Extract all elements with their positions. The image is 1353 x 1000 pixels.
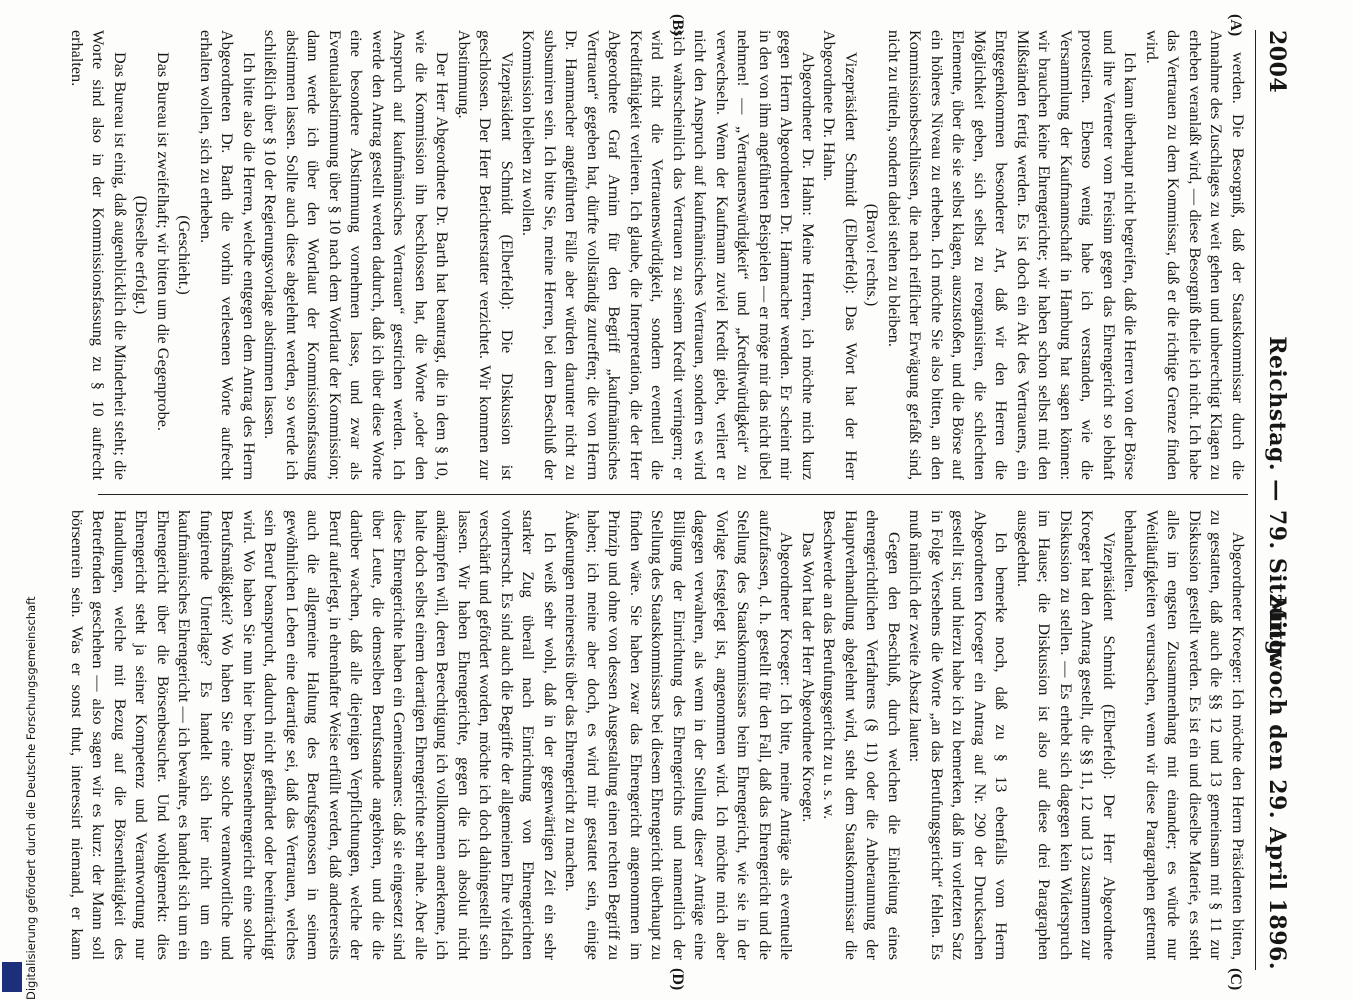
dfg-logo	[2, 962, 22, 992]
page-header	[1255, 30, 1296, 970]
paragraph: Gegen den Beschluß, durch welchen die Einleitung eines ehrengerichtlichen Verfahrens (§ 11) oder die Anberaumung der Hauptverhandlung abgelehnt wird, steht dem Staatskommissar die Beschwerde an das Berufungsgericht zu u. s. w.	[820, 510, 903, 960]
margin-mark-a: (A)	[1227, 14, 1244, 37]
right-column	[68, 510, 1248, 960]
paragraph: Ich kann überhaupt nicht begreifen, daß die Herren von der Börse und ihre Vertreter vom Freisinn gegen das Ehrengericht so lebhaft protestiren. Ebenso wenig habe ich verstanden, wie die Versammlung der Kaufmannschaft in Hamburg hat sagen können: wir brauchen keine Ehrengerichte; wir haben schon selbst mit den Mißständen fertig werden. Es ist doch ein Akt des Vertrauens, ein Entgegenkommen besonderer Art, daß wir den Herren die Möglichkeit geben, sich selbst zu reorganisiren, die schlechten Elemente, über die sie selbst klagen, auszustoßen, und die Börse auf ein höheres Niveau zu erheben. Ich möchte Sie also bitten, an den Kommissionsbeschlüssen, die nach reiflicher Erwägung gefaßt sind, nicht zu rütteln, sondern dabei stehen zu bleiben.	[885, 30, 1140, 480]
paragraph: Vizepräsident Schmidt (Elberfeld): Der Herr Abgeordnete Kroeger hat den Antrag gestellt, die §§ 11, 12 und 13 zusammen zur Diskussion zu stellen. — Es erhebt sich dagegen kein Widerspruch im Hause; die Diskussion ist also auf diese drei Paragraphen ausgedehnt.	[1014, 510, 1118, 960]
paragraph: (Dieselbe erfolgt.)	[132, 195, 151, 315]
paragraph: Abgeordneter Kroeger: Ich möchte den Herrn Präsidenten bitten, zu gestatten, daß auch die §§ 12 und 13 gemeinsam mit § 11 zur Diskussion gestellt werden. Es ist ein und dieselbe Materie, es steht alles im engsten Zusammenhang mit einander; es würde nur Weitläufigkeiten verursachen, wenn wir diese Paragraphen getrennt behandelten.	[1121, 510, 1247, 960]
paragraph: Das Wort hat der Herr Abgeordnete Kroeger.	[799, 532, 817, 823]
page-number: 2004	[1264, 30, 1290, 94]
paragraph: (Bravo! rechts.)	[863, 203, 882, 307]
paragraph: Vizepräsident Schmidt (Elberfeld): Die Diskussion ist geschlossen. Der Herr Berichterstatter verzichtet. Wir kommen zur Abstimmung.	[455, 30, 516, 480]
paragraph: (Geschieht.)	[175, 215, 194, 295]
funding-note: Digitalisierung gefördert durch die Deutsche Forschungsgemeinschaft	[24, 596, 38, 1000]
paragraph: Das Bureau ist zweifelhaft; wir bitten um die Gegenprobe.	[154, 52, 172, 431]
paragraph: Der Herr Abgeordnete Dr. Barth hat beantragt, die in dem § 10, wie die Kommission ihn beschlossen hat, die Worte „oder den Anspruch auf kaufmännisches Vertrauen“ gestrichen werden. Ich werde den Antrag gestellt werden dadurch, daß ich über diese Worte eine besondere Abstimmung vornehmen lasse, und zwar als Eventualabstimmung über § 10 nach dem Wortlaut der Kommission; dann werde ich über den Wortlaut der Kommissionsfassung abstimmen lassen. Sollte auch diese abgelehnt werden, so werde ich schließlich über § 10 der Regierungsvorlage abstimmen lassen.	[261, 30, 452, 480]
paragraph: Vizepräsident Schmidt (Elberfeld): Das Wort hat der Herr Abgeordnete Dr. Hahn.	[820, 30, 860, 480]
left-column	[68, 30, 1248, 480]
paragraph: Ich weiß sehr wohl, daß in der gegenwärtigen Zeit ein sehr starker Zug überall nach Einrichtung von Ehrengerichten vorherrscht. Es sind auch die Begriffe der allgemeinen Ehre vielfach verschärft und gefördert worden, möchte ich doch dahingestellt sein lassen. Wir haben Ehrengerichte, gegen die ich absolut nicht ankämpfen will, deren Berechtigung ich vollkommen anerkenne, ich halte doch selbst einem derartigen Ehrengerichte sehr nahe. Aber alle diese Ehrengerichte haben ein Gemeinsames: daß sie eingesetzt sind über Leute, die demselben Berufsstande angehören, und die die darüber wachen, daß alle diejenigen Verpflichtungen, welche der Beruf auferlegt, in ehrenhafter Weise erfüllt werden, daß andererseits auch die allgemeine Haltung des Berufsgenossen in seinem gewöhnlichen Leben eine derartige sei, daß das Vertrauen, welches sein Beruf beansprucht, dadurch nicht gefährdet oder beeinträchtigt wird. Wo haben Sie nun hier beim Börsenehrengericht eine solche Berufsmäßigkeit? Wo haben Sie eine solche verantwortliche und fungirende Unterlage? Es handelt sich hier nicht um ein kaufmännisches Ehrengericht — ich bewahre, es handelt sich um ein Ehrengericht über die Börsenbesucher. Und wohlgemerkt: dies Ehrengericht steht ja seiner Kompetenz und Verantwortung nur Handlungen, welche mit Bezug auf die Börsenthätigkeit des Betreffenden geschehen — also sagen wir es kurz: der Mann soll börsenrein sein. Was er sonst thut, interessirt niemand, er kann	[68, 510, 559, 960]
paragraph: Das Bureau ist einig, daß augenblicklich die Minderheit steht; die Worte sind also in der Kommissionsfassung zu § 10 aufrecht erhalten.	[68, 30, 129, 480]
session-date: Mittwoch den 29. April 1896.	[1264, 596, 1290, 970]
rotated-page	[56, 14, 1296, 991]
paragraph: Ich bitte also die Herren, welche entgegen dem Antrag des Herrn Abgeordneten Dr. Barth die vorhin verlesenen Worte aufrecht erhalten wollen, sich zu erheben.	[197, 30, 258, 480]
margin-mark-c: (C)	[1227, 968, 1244, 991]
paragraph: Ich bemerke noch, daß zu § 13 ebenfalls vom Herrn Abgeordneten Kroeger ein Antrag auf Nr. 290 der Drucksachen gestellt ist; und hierzu habe ich zu bemerken, daß im vorletzten Satz in Folge Versehens die Worte „an das Berufungsgericht“ fehlen. Es muß nämlich der zweite Absatz lauten:	[906, 510, 1011, 960]
paragraph: werden. Die Besorgniß, daß der Staatskommissar durch die Annahme des Zuschlages zu weit gehen und unberechtigt Klagen zu erheben veranlaßt wird, — diese Besorgniß theile ich nicht. Ich habe das Vertrauen zu dem Kommissar, daß er die richtige Grenze finden wird.	[1143, 30, 1247, 480]
running-title: Reichstag. — 79. Sitzung.	[1264, 336, 1290, 664]
margin-mark-b: (B)	[669, 14, 686, 36]
column-divider	[98, 494, 1248, 495]
margin-mark-d: (D)	[669, 968, 686, 991]
paragraph: Abgeordneter Dr. Hahn: Meine Herren, ich möchte mich kurz gegen Herrn Abgeordneten Dr. Hammacher wenden. Er scheint mir in den von ihm angeführten Beispielen — er möge mir das nicht übel nehmen! — „Vertrauenswürdigkeit“ und „Kreditwürdigkeit“ zu verwechseln. Wenn der Kaufmann zuviel Kredit giebt, verliert er nicht den Anspruch auf kaufmännisches Vertrauen, sondern es wird sich wahrscheinlich das Vertrauen zu seinem Kredit verringern; er wird nicht die Vertrauenswürdigkeit, sondern eventuell die Kreditfähigkeit verlieren. Ich glaube, die Interpretation, die der Herr Abgeordnete Graf Arnim für den Begriff „kaufmännisches Vertrauen“ gegeben hat, dürfte vollständig zutreffen; die von Herrn Dr. Hammacher angeführten Fälle aber würden darunter nicht zu subsumiren sein. Ich bitte Sie, meine Herren, bei dem Beschluß der Kommission bleiben zu wollen.	[519, 30, 817, 480]
paragraph: Abgeordneter Kroeger: Ich bitte, meine Anträge als eventuelle aufzufassen, d. h. gestellt für den Fall, daß das Ehrengericht und die Stellung des Staatskommissars beim Ehrengericht, wie sie in der Vorlage festgelegt ist, angenommen wird. Ich möchte mich aber dagegen verwahren, als wenn in der Stellung dieser Anträge eine Billigung der Einrichtung des Ehrengerichts und namentlich der Stellung des Staatskommissars bei diesem Ehrengericht überhaupt zu finden wäre. Sie haben zwar das Ehrengericht angenommen im Prinzip und ohne von dessen Ausgestaltung einen rechten Begriff zu haben; ich meine aber doch, es wird mir gestattet sein, einige Äußerungen meinerseits über das Ehrengericht zu machen.	[562, 510, 796, 960]
